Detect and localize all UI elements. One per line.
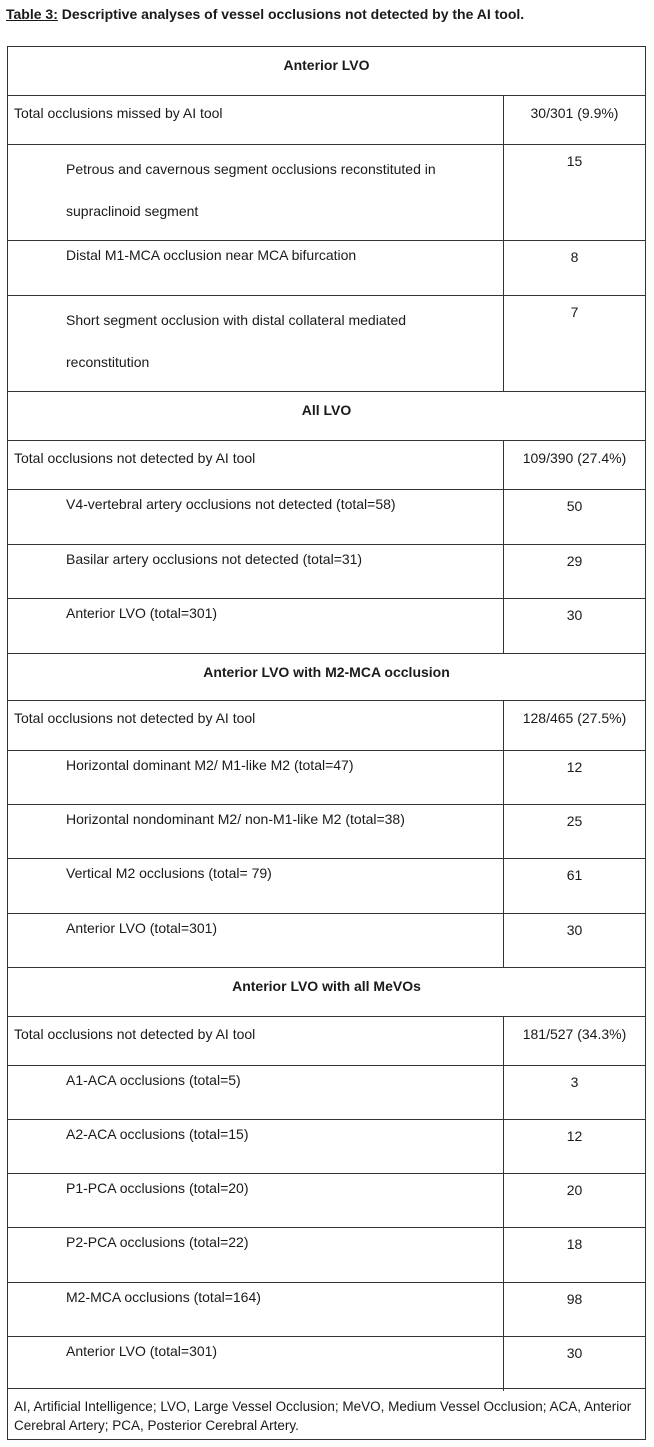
- row-value: 30: [566, 922, 583, 938]
- row-value: 3: [570, 1074, 579, 1090]
- total-row: [8, 96, 645, 145]
- section-header: [8, 968, 645, 1017]
- total-label: Total occlusions not detected by AI tool: [8, 1017, 504, 1065]
- row-value: 61: [566, 867, 583, 883]
- row-label: M2-MCA occlusions (total=164): [8, 1283, 504, 1336]
- row-label: Anterior LVO (total=301): [8, 914, 504, 967]
- occlusion-table: [7, 46, 646, 1391]
- section-header: [8, 47, 645, 96]
- row-value: 18: [566, 1236, 583, 1252]
- row-value: 15: [566, 153, 583, 169]
- table-row: [8, 545, 645, 599]
- row-value: 7: [570, 304, 579, 320]
- table-row: [8, 1283, 645, 1337]
- table-row: [8, 490, 645, 545]
- section-header-text: Anterior LVO with all MeVOs: [232, 978, 421, 994]
- row-label: Horizontal dominant M2/ M1-like M2 (total=47): [8, 751, 504, 804]
- row-value: 8: [570, 249, 579, 265]
- row-label: Anterior LVO (total=301): [8, 1337, 504, 1391]
- total-row: [8, 701, 645, 751]
- row-value: 30: [566, 1345, 583, 1361]
- row-label: P2-PCA occlusions (total=22): [8, 1228, 504, 1282]
- row-value: 98: [566, 1291, 583, 1307]
- row-value: 29: [566, 553, 583, 569]
- table-row: [8, 145, 645, 241]
- table-row: [8, 1120, 645, 1174]
- section-header-text: All LVO: [301, 402, 352, 418]
- row-label: Anterior LVO (total=301): [8, 599, 504, 653]
- total-label: Total occlusions not detected by AI tool: [8, 441, 504, 489]
- row-label: Basilar artery occlusions not detected (total=31): [8, 545, 504, 598]
- row-label: A1-ACA occlusions (total=5): [8, 1066, 504, 1119]
- table-row: [8, 751, 645, 805]
- section-header-text: Anterior LVO with M2-MCA occlusion: [203, 664, 450, 680]
- row-label: Petrous and cavernous segment occlusions reconstituted in supraclinoid segment: [8, 145, 504, 240]
- section-header: [8, 654, 645, 701]
- row-label: Short segment occlusion with distal collateral mediated reconstitution: [8, 296, 504, 391]
- table-row: [8, 914, 645, 968]
- table-row: [8, 1174, 645, 1228]
- row-value: 25: [566, 813, 583, 829]
- table-row: [8, 599, 645, 654]
- total-value: 128/465 (27.5%): [522, 710, 627, 726]
- table-row: [8, 296, 645, 392]
- row-label: V4-vertebral artery occlusions not detected (total=58): [8, 490, 504, 544]
- table-caption: [6, 6, 524, 22]
- row-value: 12: [566, 1128, 583, 1144]
- table-row: [8, 1337, 645, 1391]
- row-value: 30: [566, 607, 583, 623]
- row-value: 20: [566, 1182, 583, 1198]
- total-label: Total occlusions not detected by AI tool: [8, 701, 504, 750]
- table-row: [8, 1228, 645, 1283]
- row-label: Horizontal nondominant M2/ non-M1-like M2 (total=38): [8, 805, 504, 858]
- table-footnote: AI, Artificial Intelligence; LVO, Large Vessel Occlusion; MeVO, Medium Vessel Occlusion; ACA, Anterior Cerebral Artery; PCA, Posterior Cerebral Artery.: [7, 1388, 646, 1440]
- total-row: [8, 1017, 645, 1066]
- table-row: [8, 805, 645, 859]
- table-caption-label: Table 3:: [6, 6, 58, 22]
- table-row: [8, 859, 645, 914]
- row-label: A2-ACA occlusions (total=15): [8, 1120, 504, 1173]
- table-row: [8, 241, 645, 296]
- table-row: [8, 1066, 645, 1120]
- total-value: 30/301 (9.9%): [530, 105, 619, 121]
- total-label: Total occlusions missed by AI tool: [8, 96, 504, 144]
- row-label: P1-PCA occlusions (total=20): [8, 1174, 504, 1227]
- section-header-text: Anterior LVO: [283, 57, 370, 73]
- row-value: 12: [566, 759, 583, 775]
- row-label: Distal M1-MCA occlusion near MCA bifurcation: [8, 241, 504, 295]
- row-value: 50: [566, 498, 583, 514]
- row-label: Vertical M2 occlusions (total= 79): [8, 859, 504, 913]
- total-value: 109/390 (27.4%): [522, 450, 627, 466]
- total-row: [8, 441, 645, 490]
- table-caption-text: Descriptive analyses of vessel occlusions not detected by the AI tool.: [57, 6, 525, 22]
- section-header: [8, 392, 645, 441]
- total-value: 181/527 (34.3%): [522, 1026, 627, 1042]
